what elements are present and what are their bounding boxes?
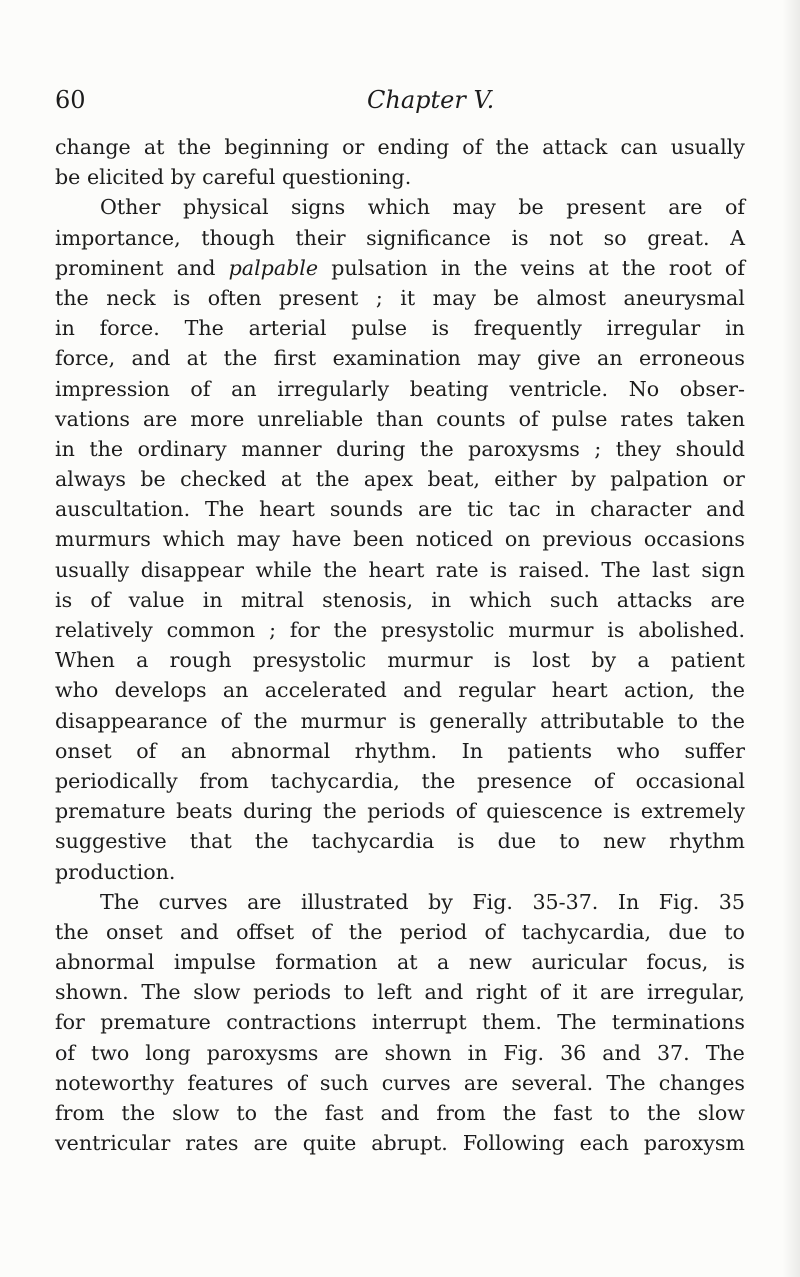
text-line: relatively common ; for the presystolic murmur is abolished. [55,618,745,642]
text-line: the onset and offset of the period of tachycardia, due to [55,919,745,944]
text-line: production. [55,859,176,884]
text-line: for premature contractions interrupt them. The terminations [55,1010,745,1035]
text-line: noteworthy features of such curves are several. The changes [55,1070,745,1095]
text-line: disappearance of the murmur is generally attributable to the [55,708,745,733]
text-line: The curves are illustrated by Fig. 35-37. In Fig. 35 [100,889,745,914]
page-number: 60 [55,86,86,114]
text-line: usually disappear while the heart rate is raised. The last sign [55,557,745,582]
text-line: impression of an irregularly beating ventricle. No obser- [55,376,745,401]
text-line: the neck is often present ; it may be almost aneurysmal [55,285,745,310]
text-line: change at the beginning or ending of the attack can usually [55,135,745,159]
text-line: auscultation. The heart sounds are tic tac in character and [55,497,745,522]
text-line: murmurs which may have been noticed on previous occasions [55,527,745,552]
text-line: of two long paroxysms are shown in Fig. 36 and 37. The [55,1040,745,1065]
text-line: suggestive that the tachycardia is due to new rhythm [55,829,745,854]
text-line: vations are more unreliable than counts of pulse rates taken [55,406,745,431]
text-line: prominent and palpable pulsation in the veins at the root of [55,255,745,280]
text-line: ventricular rates are quite abrupt. Following each paroxysm [55,1131,745,1156]
text-line: be elicited by careful questioning. [55,165,412,190]
text-line: shown. The slow periods to left and right of it are irregular, [55,980,745,1005]
text-line: premature beats during the periods of quiescence is extremely [55,799,745,824]
text-line: periodically from tachycardia, the presence of occasional [55,768,745,793]
text-line: onset of an abnormal rhythm. In patients who suffer [55,738,745,763]
page-header [55,80,745,120]
text-line: importance, though their significance is not so great. A [55,225,745,250]
text-line: who develops an accelerated and regular heart action, the [55,678,745,703]
text-line: When a rough presystolic murmur is lost by a patient [55,648,745,673]
text-line: in force. The arterial pulse is frequently irregular in [55,316,745,341]
text-line: in the ordinary manner during the paroxysms ; they should [55,436,745,461]
text-line: force, and at the first examination may give an erroneous [55,346,745,371]
page-edge-shadow [782,0,800,1277]
text-line: from the slow to the fast and from the fast to the slow [55,1101,745,1125]
running-head: Chapter V. [367,86,495,114]
text-line: abnormal impulse formation at a new auricular focus, is [55,950,745,975]
body-text [55,132,745,1158]
text-line: Other physical signs which may be present are of [100,195,745,220]
text-line: always be checked at the apex beat, either by palpation or [55,467,745,492]
text-line: is of value in mitral stenosis, in which such attacks are [55,587,745,612]
